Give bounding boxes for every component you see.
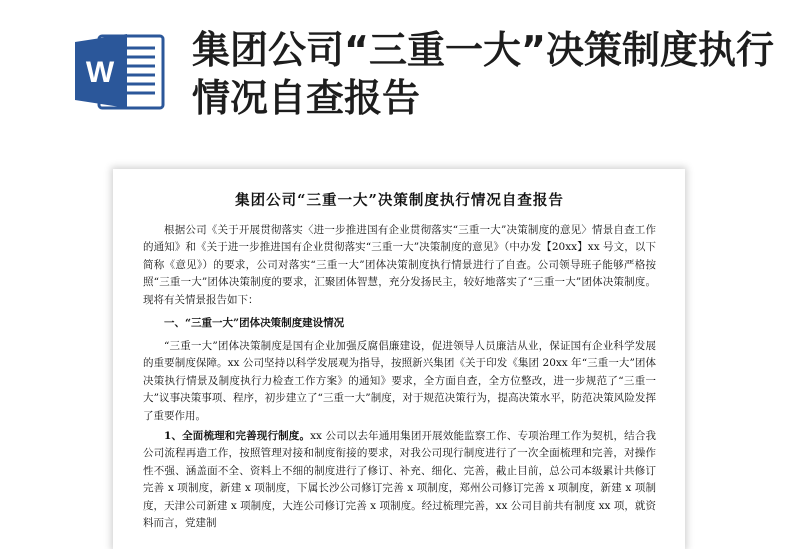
document-title: 集团公司“三重一大”决策制度执行情况自查报告: [235, 192, 564, 209]
page-title: 集团公司“三重一大”决策制度执行情况自查报告: [192, 28, 774, 120]
document-page: [113, 169, 685, 549]
word-icon-letter: W: [85, 56, 115, 89]
item-body: xx 公司以去年通用集团开展效能监察工作、专项治理工作为契机，结合我公司流程再造工作，按照管理对接和制度衔接的要求，对我公司现行制度进行了一次全面梳理和完善，对操作性不强、涵盖面不全、资料上不细的制度进行了修订、补充、细化、完善，截止目前，总公司本级累计共修订完善 x 项制度，新建 x 项制度，下属长沙公司修订完善 x 项制度，郑州公司修订完善 x 项制度，新建 x 项制度，天津公司新建 x 项制度，大连公司修订完善 x 项制度。经过梳理完善，xx 公司目前共有制度 xx 项，就资料而言，党建制: [143, 430, 656, 530]
intro-paragraph: 根据公司《关于开展贯彻落实〈进一步推进国有企业贯彻落实“三重一大”决策制度的意见〉情景自查工作的通知》和《关于进一步推进国有企业贯彻落实“三重一大”决策制度的意见》（中办发【20xx】xx 号文，以下简称《意见》）的要求，公司对落实“三重一大”团体决策制度执行情景进行了自查。公司领导班子能够严格按照“三重一大”团体决策制度的要求，汇聚团体智慧，充分发扬民主，较好地落实了“三重一大”团体决策制度。现将有关情景报告如下：: [143, 224, 656, 306]
word-document-icon: [73, 32, 165, 110]
section-paragraph: “三重一大”团体决策制度是国有企业加强反腐倡廉建设，促进领导人员廉洁从业，保证国有企业科学发展的重要制度保障。xx 公司坚持以科学发展观为指导，按照新兴集团《关于印发《集团 20xx 年“三重一大”团体决策执行情景及制度执行力检查工作方案》的通知》要求，全方面自查，全方位整改，进一步规范了“三重一大”议事决策事项、程序，初步建立了“三重一大”制度，对于规范决策行为，提高决策水平，防范决策风险发挥了重要作用。: [143, 340, 656, 422]
item-lead: 1、全面梳理和完善现行制度。: [164, 430, 311, 443]
section-heading: 一、“三重一大”团体决策制度建设情况: [164, 317, 345, 330]
item-paragraph: [143, 428, 656, 532]
document-body: [143, 222, 656, 533]
